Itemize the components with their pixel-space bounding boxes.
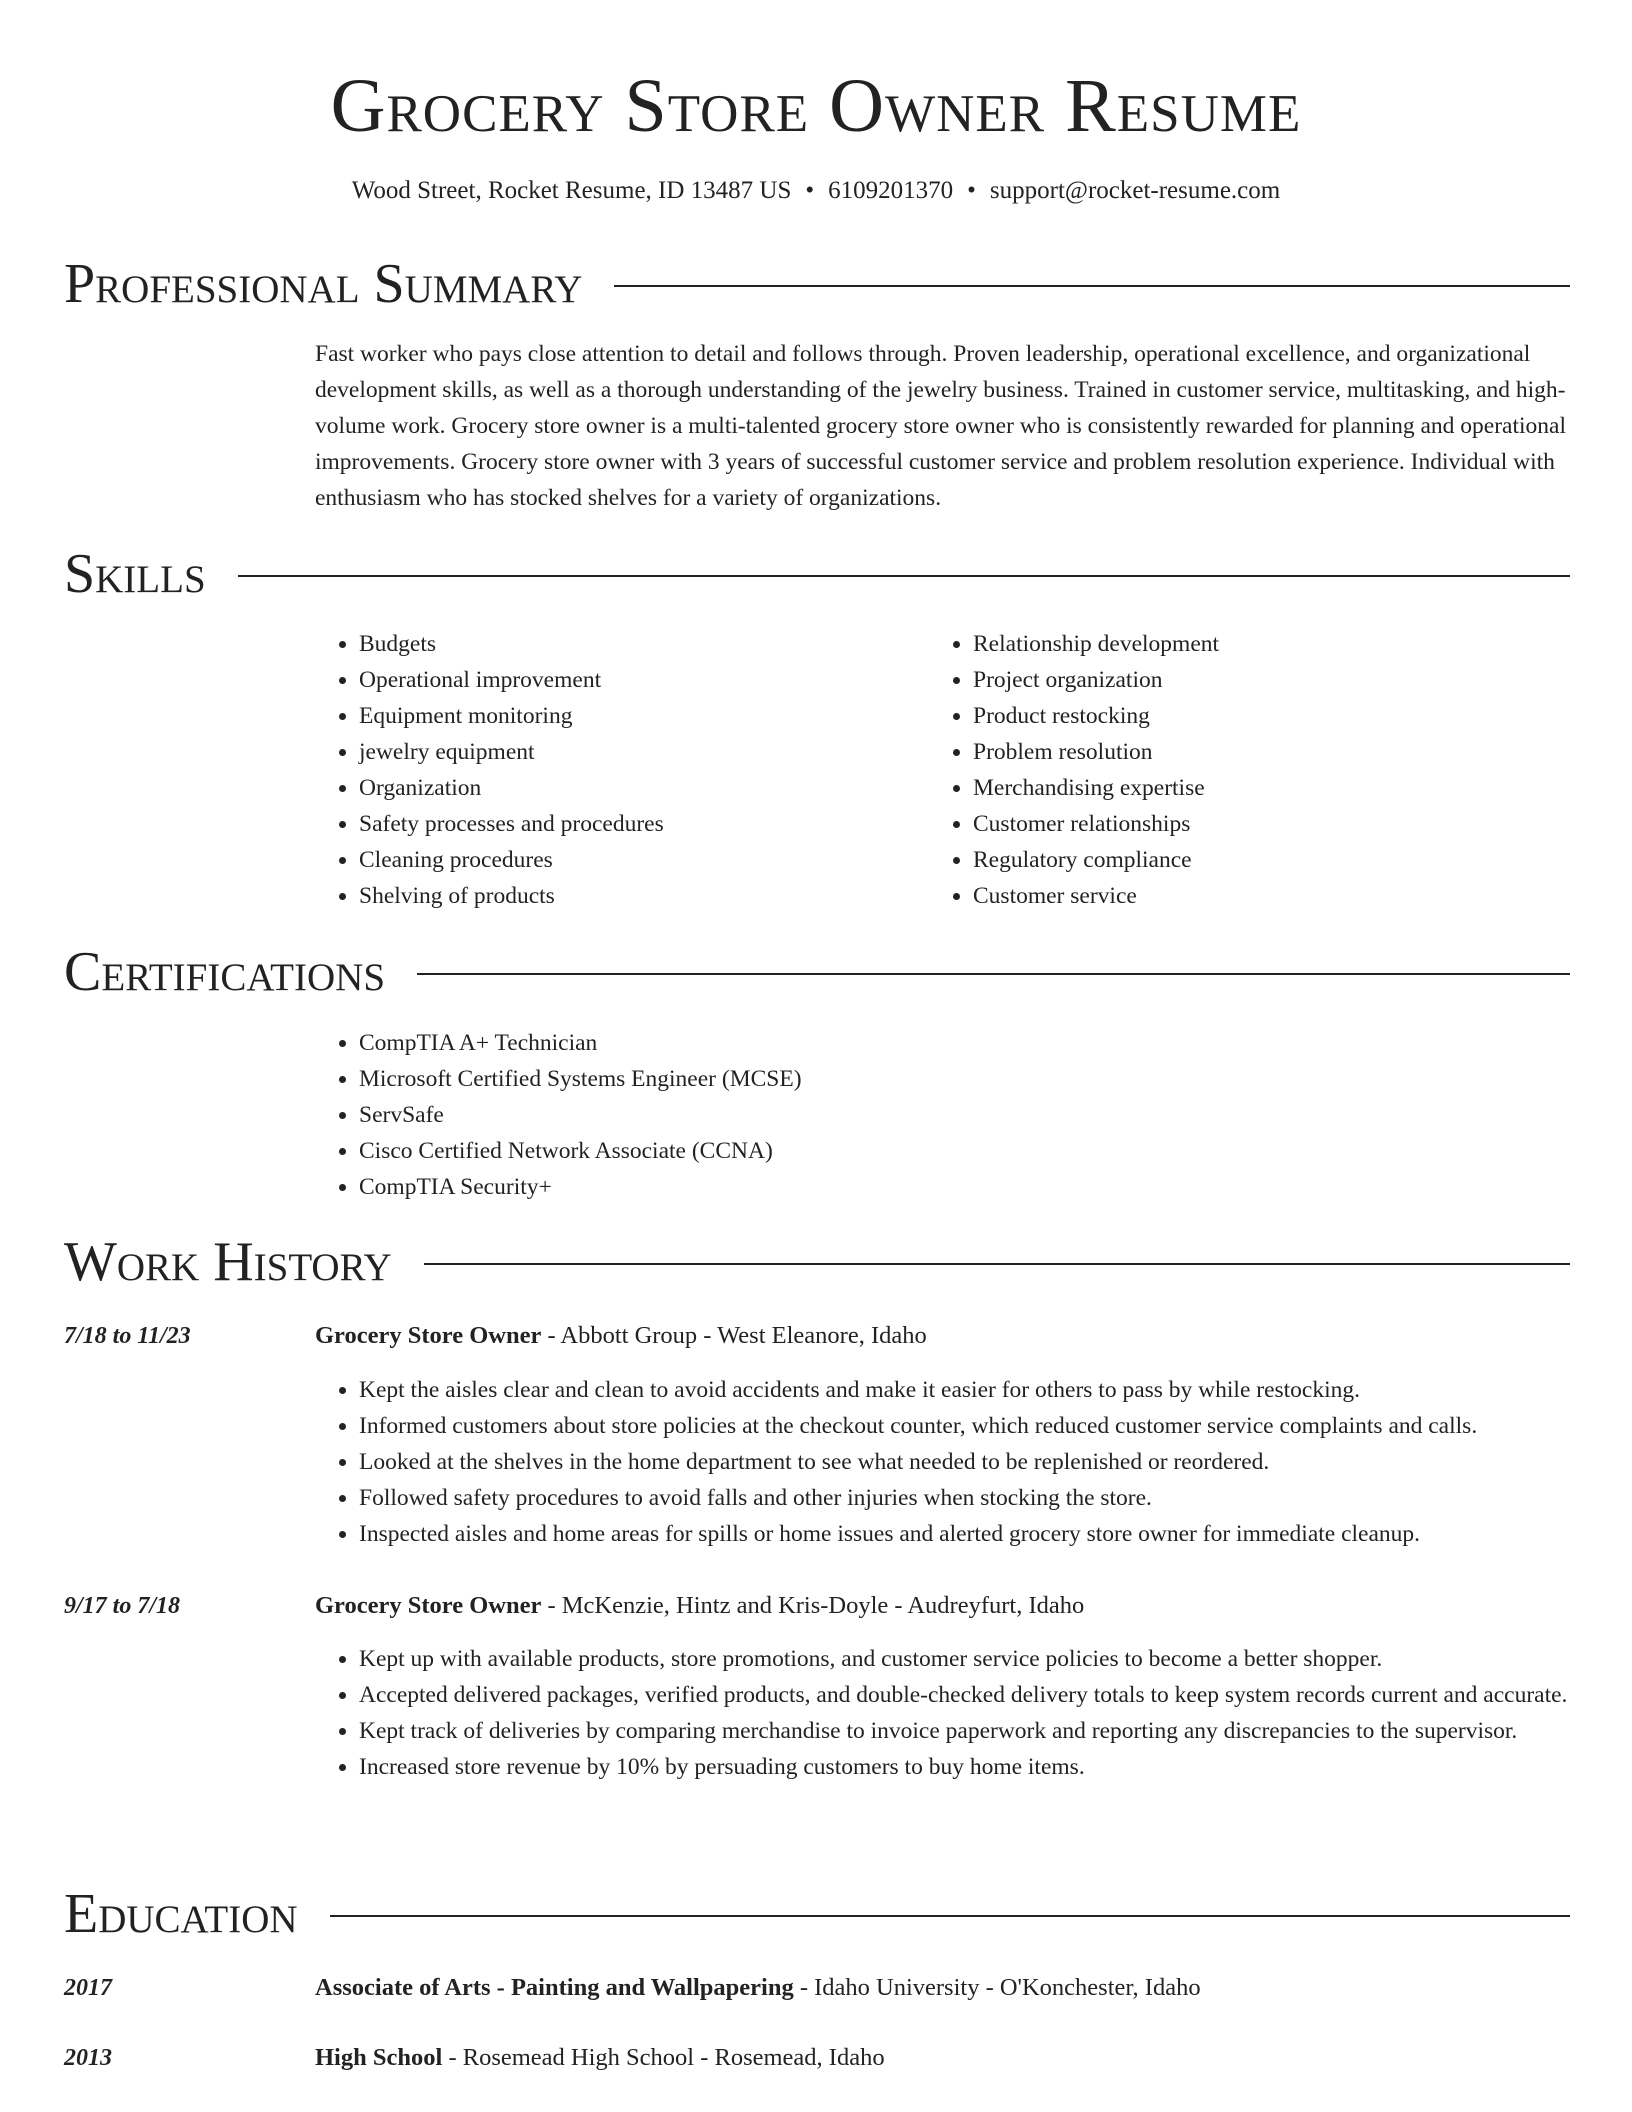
skill-item: • Shelving of products — [359, 878, 919, 914]
skill-item: • Budgets — [359, 626, 919, 662]
section-heading: Work History — [64, 1231, 392, 1293]
education-details: - Rosemead High School - Rosemead, Idaho — [442, 2044, 885, 2071]
job-bullets — [315, 1372, 1629, 1552]
section-heading: Skills — [64, 543, 206, 605]
section-heading: Education — [64, 1883, 298, 1945]
certification-item: • CompTIA A+ Technician — [359, 1025, 1559, 1061]
resume-title: Grocery Store Owner Resume — [330, 64, 1302, 148]
job-details: - Abbott Group - West Eleanore, Idaho — [541, 1322, 927, 1349]
job-bullet: • Kept track of deliveries by comparing merchandise to invoice paperwork and reporting any discrepancies to the supervisor. — [359, 1713, 1599, 1749]
education-degree: Associate of Arts - Painting and Wallpapering — [315, 1974, 794, 2001]
education-degree: High School — [315, 2044, 443, 2071]
skill-item: • Operational improvement — [359, 662, 919, 698]
section-summary-header — [64, 252, 1570, 316]
education-year: 2017 — [64, 1975, 112, 2001]
skill-item: • Problem resolution — [973, 734, 1573, 770]
contact-email: support@rocket-resume.com — [989, 177, 1281, 204]
job-dates: 7/18 to 11/23 — [64, 1323, 191, 1349]
contact-address: Wood Street, Rocket Resume, ID 13487 US — [351, 177, 792, 204]
section-rule — [330, 1915, 1570, 1917]
job-heading — [315, 1588, 1575, 1624]
job-bullet: • Accepted delivered packages, verified products, and double-checked delivery totals to keep system records current and accurate. — [359, 1677, 1599, 1713]
contact-separator: • — [805, 177, 815, 204]
skill-item: • jewelry equipment — [359, 734, 919, 770]
skill-item: • Product restocking — [973, 698, 1573, 734]
contact-line — [0, 174, 1632, 208]
education-details: - Idaho University - O'Konchester, Idaho — [793, 1974, 1201, 2001]
education-entry — [315, 1970, 1575, 2006]
skill-item: • Safety processes and procedures — [359, 806, 919, 842]
certifications-list — [315, 1025, 1559, 1205]
skills-list-left — [315, 626, 919, 914]
job-bullet: • Kept up with available products, store promotions, and customer service policies to become a better shopper. — [359, 1641, 1599, 1677]
section-rule — [417, 973, 1570, 975]
section-education-header — [64, 1882, 1570, 1946]
section-rule — [424, 1263, 1570, 1265]
job-bullet: • Inspected aisles and home areas for spills or home issues and alerted grocery store owner for immediate cleanup. — [359, 1516, 1629, 1552]
contact-separator: • — [967, 177, 976, 204]
skill-item: • Customer service — [973, 878, 1573, 914]
education-entry — [315, 2040, 1575, 2076]
certification-item: • CompTIA Security+ — [359, 1169, 1559, 1205]
section-certifications-header — [64, 940, 1570, 1004]
skill-item: • Equipment monitoring — [359, 698, 919, 734]
contact-phone: 6109201370 — [828, 177, 954, 204]
job-details: - McKenzie, Hintz and Kris-Doyle - Audreyfurt, Idaho — [541, 1592, 1085, 1619]
certification-item: • Cisco Certified Network Associate (CCNA) — [359, 1133, 1559, 1169]
job-bullet: • Followed safety procedures to avoid falls and other injuries when stocking the store. — [359, 1480, 1629, 1516]
skill-item: • Project organization — [973, 662, 1573, 698]
certification-item: • Microsoft Certified Systems Engineer (MCSE) — [359, 1061, 1559, 1097]
job-dates: 9/17 to 7/18 — [64, 1593, 181, 1619]
skill-item: • Cleaning procedures — [359, 842, 919, 878]
section-heading: Professional Summary — [64, 253, 583, 315]
job-title: Grocery Store Owner — [315, 1592, 542, 1619]
section-rule — [614, 285, 1570, 287]
skill-item: • Relationship development — [973, 626, 1573, 662]
job-bullet: • Informed customers about store policies at the checkout counter, which reduced customer service complaints and calls. — [359, 1408, 1629, 1444]
skill-item: • Merchandising expertise — [973, 770, 1573, 806]
job-bullet: • Increased store revenue by 10% by persuading customers to buy home items. — [359, 1749, 1599, 1785]
section-rule — [238, 575, 1570, 577]
section-skills-header — [64, 542, 1570, 606]
summary-text: Fast worker who pays close attention to detail and follows through. Proven leadership, operational excellence, and organizational development skills, as well as a thorough understanding of the jewelry business. Trained in customer service, multitasking, and high-volume work. Grocery store owner is a multi-talented grocery store owner who is consistently rewarded for planning and operational improvements. Grocery store owner with 3 years of successful customer service and problem resolution experience. Individual with enthusiasm who has stocked shelves for a variety of organizations. — [315, 341, 1566, 511]
skill-item: • Customer relationships — [973, 806, 1573, 842]
certification-item: • ServSafe — [359, 1097, 1559, 1133]
job-heading — [315, 1318, 1575, 1354]
job-bullet: • Kept the aisles clear and clean to avoid accidents and make it easier for others to pass by while restocking. — [359, 1372, 1629, 1408]
job-title: Grocery Store Owner — [315, 1322, 542, 1349]
skill-item: • Regulatory compliance — [973, 842, 1573, 878]
section-heading: Certifications — [64, 941, 386, 1003]
skills-list-right — [929, 626, 1573, 914]
education-year: 2013 — [64, 2045, 112, 2071]
job-bullets — [315, 1641, 1599, 1785]
section-work-header — [64, 1230, 1570, 1294]
skill-item: • Organization — [359, 770, 919, 806]
job-bullet: • Looked at the shelves in the home department to see what needed to be replenished or reordered. — [359, 1444, 1629, 1480]
